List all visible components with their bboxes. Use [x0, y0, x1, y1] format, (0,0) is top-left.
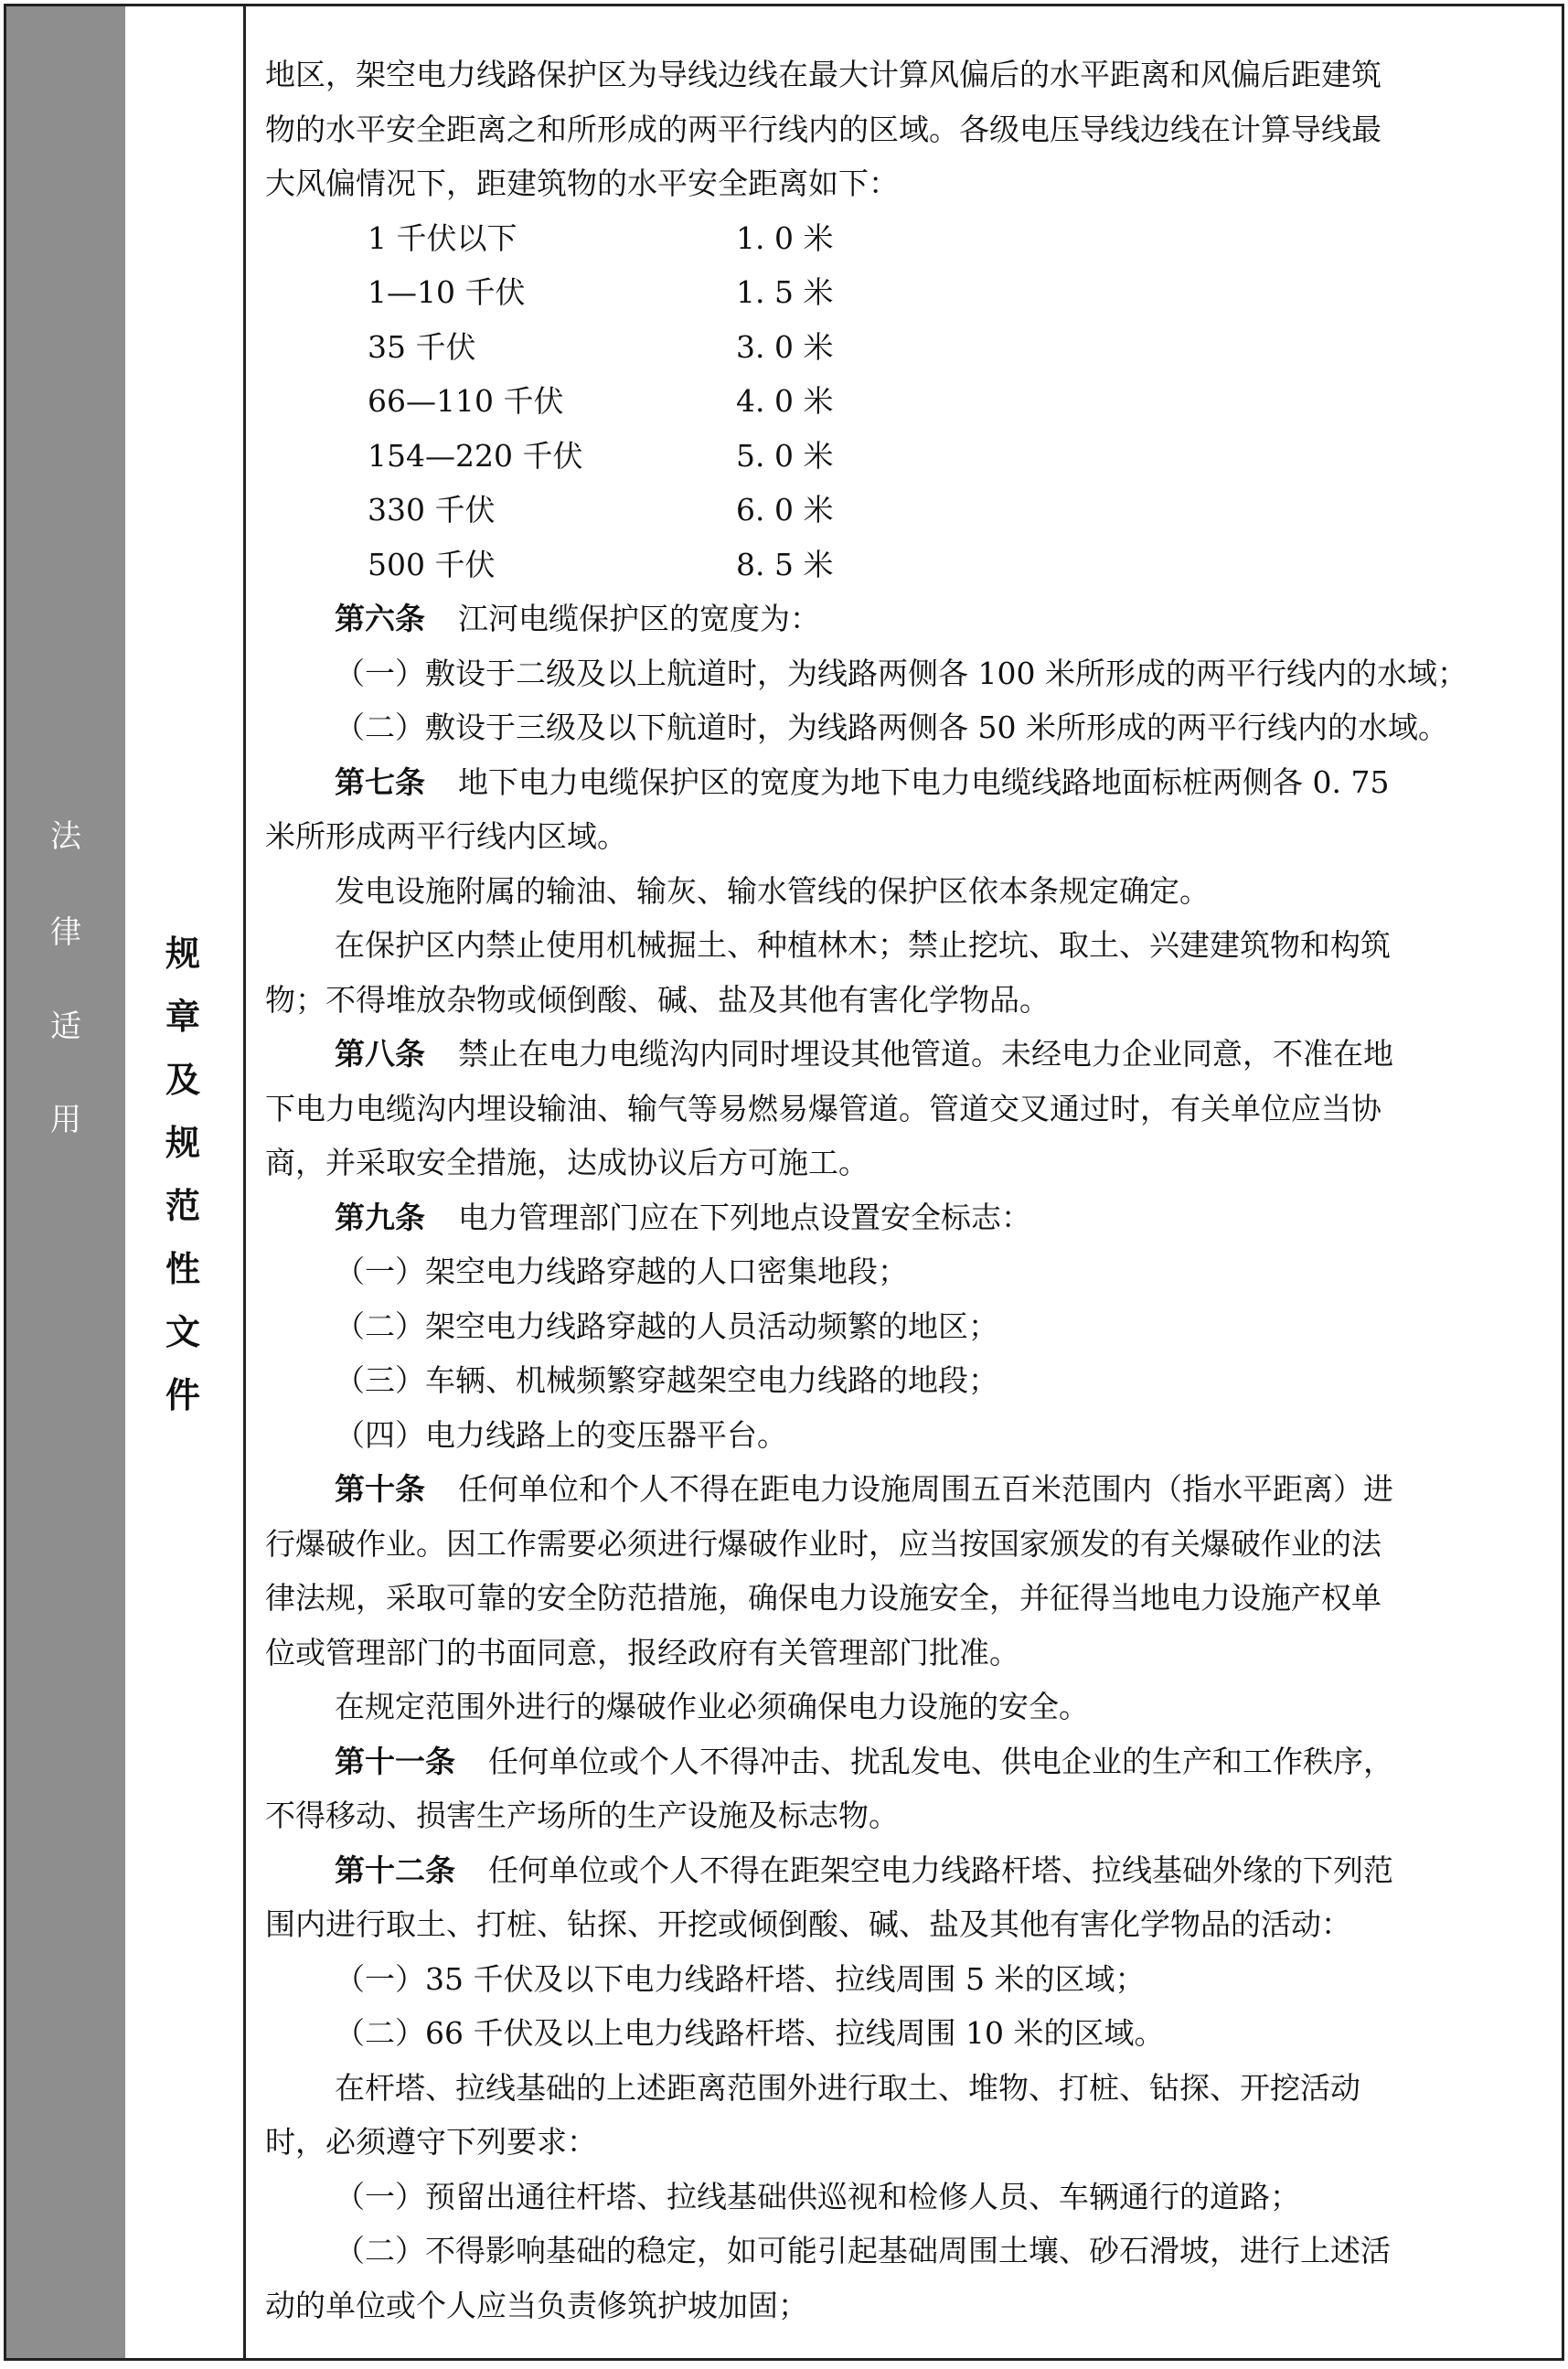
voltage-level: 1 千伏以下: [368, 219, 517, 256]
subcategory-char: 范: [165, 1186, 200, 1226]
voltage-level: 66—110 千伏: [368, 383, 564, 419]
article: [265, 1462, 1541, 1680]
text-line: 地区，架空电力线路保护区为导线边线在最大计算风偏后的水平距离和风偏后距建筑: [265, 57, 1381, 92]
text-line: 行爆破作业。因工作需要必须进行爆破作业时，应当按国家颁发的有关爆破作业的法: [265, 1525, 1381, 1562]
subcategory-char: 件: [165, 1375, 200, 1415]
voltage-row: [265, 483, 1541, 538]
paragraph: [265, 2061, 1541, 2170]
voltage-row: [265, 374, 1541, 429]
text-line: [265, 592, 1541, 646]
articles: [265, 592, 1541, 2332]
text-line: [265, 2006, 1541, 2061]
article: [265, 1027, 1541, 1190]
line-text: （一）35 千伏及以下电力线路杆塔、拉线周围 5 米的区域；: [335, 1960, 1146, 1997]
line-text: （二）敷设于三级及以下航道时，为线路两侧各 50 米所形成的两平行线内的水域。: [335, 710, 1448, 745]
line-text: （二）66 千伏及以上电力线路杆塔、拉线周围 10 米的区域。: [335, 2015, 1165, 2051]
voltage-level: 154—220 千伏: [368, 437, 583, 474]
text-line: [265, 1027, 1541, 1082]
line-text: 在杆塔、拉线基础的上述距离范围外进行取土、堆物、打桩、钻探、开挖活动: [335, 2069, 1360, 2106]
list-item: [265, 2006, 1541, 2061]
text-line: 物的水平安全距离之和所形成的两平行线内的区域。各级电压导线边线在计算导线最: [265, 111, 1381, 147]
safe-distance: 5. 0 米: [736, 437, 834, 474]
safe-distance: 1. 0 米: [736, 219, 834, 256]
article: [265, 1843, 1541, 1952]
text-line: 下电力电缆沟内埋设输油、输气等易燃易爆管道。管道交叉通过时，有关单位应当协: [265, 1090, 1381, 1126]
article-heading: 第八条: [335, 1036, 425, 1072]
safe-distance: 1. 5 米: [736, 274, 834, 310]
voltage-row: [265, 265, 1541, 320]
list-item: [265, 1408, 1541, 1463]
line-text: （三）车辆、机械频繁穿越架空电力线路的地段；: [335, 1362, 998, 1398]
line-text: 在保护区内禁止使用机械掘土、种植林木；禁止挖坑、取土、兴建建筑物和构筑: [335, 927, 1391, 963]
safe-distance: 3. 0 米: [736, 328, 834, 365]
subcategory-char: 规: [165, 934, 200, 974]
text-line: 动的单位或个人应当负责修筑护坡加固；: [265, 2287, 808, 2323]
line-text: 任何单位或个人不得在距架空电力线路杆塔、拉线基础外缘的下列范: [488, 1851, 1393, 1888]
line-text: 在规定范围外进行的爆破作业必须确保电力设施的安全。: [335, 1689, 1089, 1724]
list-item: [265, 2224, 1541, 2332]
line-text: 发电设施附属的输油、输灰、输水管线的保护区依本条规定确定。: [335, 872, 1210, 909]
line-text: 地下电力电缆保护区的宽度为地下电力电缆线路地面标桩两侧各 0. 75: [458, 763, 1390, 800]
line-text: （一）架空电力线路穿越的人口密集地段；: [335, 1254, 908, 1289]
line-text: （一）敷设于二级及以上航道时，为线路两侧各 100 米所形成的两平行线内的水域；: [335, 655, 1467, 691]
line-text: （二）不得影响基础的稳定，如可能引起基础周围土壤、砂石滑坡，进行上述活: [335, 2233, 1391, 2268]
list-item: [265, 1353, 1541, 1408]
text-line: [265, 755, 1541, 810]
list-item: [265, 1952, 1541, 2007]
category-column: [4, 4, 128, 2361]
subcategory-column: [125, 4, 246, 2361]
safe-distance: 6. 0 米: [736, 492, 834, 528]
voltage-level: 1—10 千伏: [368, 274, 526, 310]
text-line: [265, 1462, 1541, 1517]
subcategory-char: 文: [165, 1312, 200, 1352]
document-body: [265, 48, 1541, 2332]
text-line: [265, 1190, 1541, 1245]
text-line: [265, 1734, 1541, 1789]
voltage-level: 35 千伏: [368, 328, 476, 365]
list-item: [265, 1299, 1541, 1354]
voltage-row: [265, 211, 1541, 266]
text-line: [265, 646, 1541, 701]
subcategory-char: 规: [165, 1123, 200, 1163]
category-char: 用: [50, 1102, 81, 1138]
text-line: 物；不得堆放杂物或倾倒酸、碱、盐及其他有害化学物品。: [265, 981, 1050, 1018]
voltage-row: [265, 320, 1541, 375]
line-text: （一）预留出通往杆塔、拉线基础供巡视和检修人员、车辆通行的道路；: [335, 2178, 1300, 2214]
line-text: 任何单位或个人不得冲击、扰乱发电、供电企业的生产和工作秩序，: [488, 1743, 1393, 1779]
text-line: [265, 1408, 1541, 1463]
text-line: [265, 2224, 1541, 2278]
article-heading: 第九条: [335, 1199, 425, 1235]
list-item: [265, 1244, 1541, 1299]
article-heading: 第十二条: [335, 1851, 455, 1888]
text-line: [265, 1952, 1541, 2007]
text-line: 位或管理部门的书面同意，报经政府有关管理部门批准。: [265, 1634, 1019, 1670]
text-line: [265, 918, 1541, 973]
article-heading: 第十一条: [335, 1743, 455, 1779]
voltage-distance-list: [265, 211, 1541, 592]
voltage-row: [265, 538, 1541, 592]
intro-paragraph: [265, 48, 1541, 211]
article: [265, 1734, 1541, 1843]
line-text: （二）架空电力线路穿越的人员活动频繁的地区；: [335, 1307, 998, 1344]
text-line: 不得移动、损害生产场所的生产设施及标志物。: [265, 1798, 899, 1833]
text-line: 时，必须遵守下列要求：: [265, 2124, 597, 2160]
text-line: 商，并采取安全措施，达成协议后方可施工。: [265, 1145, 869, 1180]
text-line: 大风偏情况下，距建筑物的水平安全距离如下：: [265, 165, 899, 201]
article: [265, 755, 1541, 864]
line-text: 禁止在电力电缆沟内同时埋设其他管道。未经电力企业同意，不准在地: [458, 1036, 1393, 1072]
text-line: [265, 1244, 1541, 1299]
category-char: 适: [50, 1008, 81, 1045]
text-line: [265, 2061, 1541, 2116]
text-line: [265, 1843, 1541, 1898]
list-item: [265, 2170, 1541, 2225]
paragraph: [265, 864, 1541, 919]
article-heading: 第六条: [335, 601, 425, 636]
text-line: [265, 1680, 1541, 1734]
text-line: 围内进行取土、打桩、钻探、开挖或倾倒酸、碱、盐及其他有害化学物品的活动：: [265, 1906, 1351, 1942]
safe-distance: 8. 5 米: [736, 546, 834, 582]
subcategory-char: 章: [165, 997, 200, 1037]
article: [265, 1190, 1541, 1245]
voltage-row: [265, 429, 1541, 484]
article-heading: 第十条: [335, 1471, 425, 1507]
subcategory-char: 及: [165, 1060, 200, 1100]
list-item: [265, 646, 1541, 701]
paragraph: [265, 1680, 1541, 1734]
paragraph: [265, 918, 1541, 1027]
article-heading: 第七条: [335, 763, 425, 800]
text-line: [265, 1299, 1541, 1354]
list-item: [265, 700, 1541, 755]
text-line: [265, 700, 1541, 755]
text-line: [265, 1353, 1541, 1408]
line-text: 任何单位和个人不得在距电力设施周围五百米范围内（指水平距离）进: [458, 1471, 1393, 1507]
category-char: 律: [50, 914, 81, 951]
category-char: 法: [50, 818, 81, 855]
text-line: [265, 864, 1541, 919]
line-text: 电力管理部门应在下列地点设置安全标志：: [458, 1199, 1031, 1235]
text-line: 米所形成两平行线内区域。: [265, 818, 627, 854]
subcategory-char: 性: [165, 1249, 200, 1289]
safe-distance: 4. 0 米: [736, 383, 834, 419]
line-text: （四）电力线路上的变压器平台。: [335, 1416, 787, 1453]
text-line: [265, 2170, 1541, 2225]
voltage-level: 500 千伏: [368, 546, 496, 582]
line-text: 江河电缆保护区的宽度为：: [458, 601, 820, 636]
voltage-level: 330 千伏: [368, 492, 496, 528]
text-line: 律法规，采取可靠的安全防范措施，确保电力设施安全，并征得当地电力设施产权单: [265, 1580, 1381, 1616]
article: [265, 592, 1541, 646]
